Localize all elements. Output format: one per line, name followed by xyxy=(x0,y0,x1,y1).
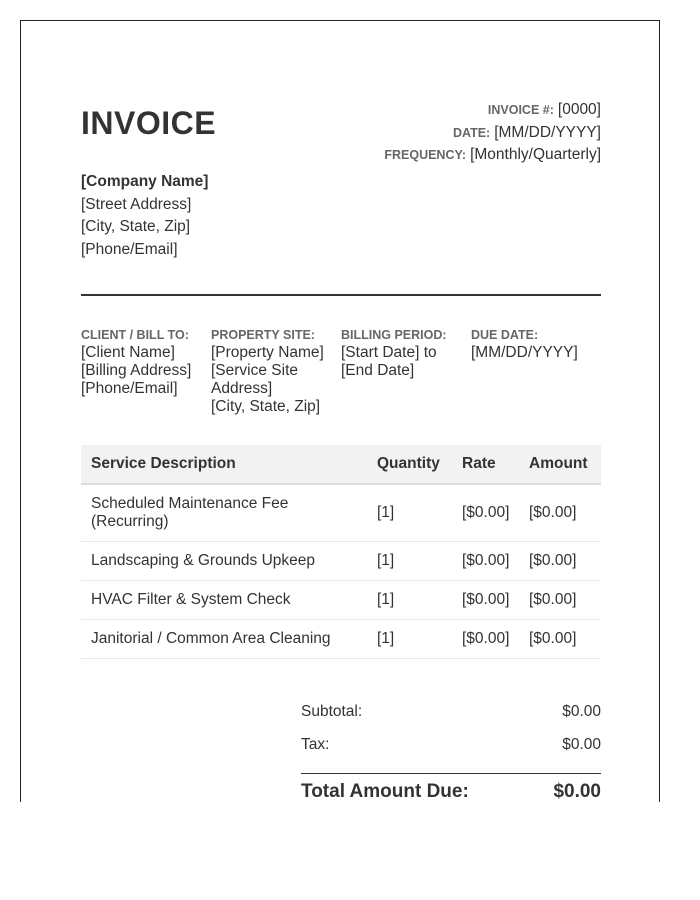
property-label: PROPERTY SITE: xyxy=(211,328,315,342)
header-divider xyxy=(81,294,601,296)
company-block xyxy=(81,171,208,261)
subtotal-row xyxy=(301,703,601,736)
company-name: [Company Name] xyxy=(81,173,209,190)
header-quantity: Quantity xyxy=(367,445,452,484)
client-value: [Client Name] [Billing Address] [Phone/Email] xyxy=(81,344,192,397)
header-amount: Amount xyxy=(520,445,601,484)
totals-divider xyxy=(301,773,601,774)
row-quantity: [1] xyxy=(367,580,452,619)
property-value: [Property Name] [Service Site Address] [City, State, Zip] xyxy=(211,344,324,415)
invoice-date-label: DATE: xyxy=(452,125,491,140)
invoice-frequency-value: [Monthly/Quarterly] xyxy=(470,146,601,163)
tax-value: $0.00 xyxy=(562,736,601,753)
due-date-column xyxy=(471,328,578,362)
row-description: Scheduled Maintenance Fee (Recurring) xyxy=(81,484,367,541)
invoice-date-value: [MM/DD/YYYY] xyxy=(494,123,601,141)
tax-row xyxy=(301,736,601,769)
row-rate: [$0.00] xyxy=(452,484,520,541)
row-amount: [$0.00] xyxy=(520,541,601,580)
invoice-number-line xyxy=(384,99,601,122)
billing-period-value: [Start Date] to [End Date] xyxy=(341,344,437,379)
total-due-value: $0.00 xyxy=(553,781,601,802)
row-description: Landscaping & Grounds Upkeep xyxy=(81,541,367,580)
invoice-frequency-line xyxy=(384,144,601,167)
invoice-frequency-label: FREQUENCY: xyxy=(384,148,467,162)
client-label: CLIENT / BILL TO: xyxy=(81,328,189,342)
billing-period-column xyxy=(341,328,447,380)
table-header-row xyxy=(81,445,601,484)
total-due-label: Total Amount Due: xyxy=(301,781,469,802)
company-city: [City, State, Zip] xyxy=(81,218,191,235)
company-street: [Street Address] xyxy=(81,195,192,213)
client-column xyxy=(81,328,191,398)
services-table xyxy=(81,445,601,659)
invoice-title: INVOICE xyxy=(81,105,217,141)
table-row xyxy=(81,619,601,658)
table-row xyxy=(81,541,601,580)
row-quantity: [1] xyxy=(367,619,452,658)
row-description: Janitorial / Common Area Cleaning xyxy=(81,619,367,658)
subtotal-label: Subtotal: xyxy=(301,703,363,720)
invoice-number-value: [0000] xyxy=(557,101,601,118)
subtotal-value: $0.00 xyxy=(562,703,601,720)
totals-section xyxy=(301,703,601,802)
invoice-page xyxy=(20,20,660,802)
invoice-date-line xyxy=(384,122,601,145)
row-amount: [$0.00] xyxy=(520,484,601,541)
table-row xyxy=(81,484,601,541)
header-rate: Rate xyxy=(452,445,520,484)
invoice-meta xyxy=(384,99,601,167)
tax-label: Tax: xyxy=(301,736,330,753)
table-row xyxy=(81,580,601,619)
due-date-value: [MM/DD/YYYY] xyxy=(471,344,578,361)
row-quantity: [1] xyxy=(367,484,452,541)
company-contact: [Phone/Email] xyxy=(81,240,178,258)
property-column xyxy=(211,328,324,416)
invoice-number-label: INVOICE #: xyxy=(487,103,554,117)
row-rate: [$0.00] xyxy=(452,541,520,580)
row-rate: [$0.00] xyxy=(452,619,520,658)
billing-period-label: BILLING PERIOD: xyxy=(341,328,447,342)
row-rate: [$0.00] xyxy=(452,580,520,619)
row-amount: [$0.00] xyxy=(520,580,601,619)
row-quantity: [1] xyxy=(367,541,452,580)
row-description: HVAC Filter & System Check xyxy=(81,580,367,619)
header-description: Service Description xyxy=(81,445,367,484)
row-amount: [$0.00] xyxy=(520,619,601,658)
due-date-label: DUE DATE: xyxy=(471,328,539,342)
